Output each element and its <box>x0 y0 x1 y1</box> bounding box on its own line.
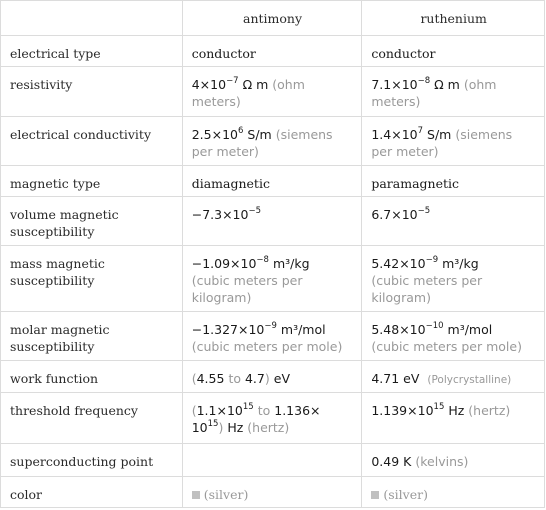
value-antimony <box>182 477 362 508</box>
value-antimony: conductor <box>182 36 362 67</box>
row-label: electrical type <box>1 36 183 67</box>
color-name: (silver) <box>203 487 249 502</box>
row-molar-magnetic-susceptibility <box>1 312 545 361</box>
unit: m³/kg <box>272 256 310 271</box>
header-antimony: antimony <box>182 1 362 36</box>
unit: S/m <box>427 127 452 142</box>
row-resistivity <box>1 67 545 117</box>
mantissa: 4 <box>191 77 200 92</box>
exponent: 7 <box>417 125 424 136</box>
exponent: −7 <box>226 75 239 86</box>
color-swatch <box>192 491 200 499</box>
unit-description: (siemens per meter) <box>191 127 333 159</box>
unit-description: (ohm meters) <box>371 77 497 109</box>
row-work-function <box>1 361 545 393</box>
row-label: electrical conductivity <box>1 117 183 166</box>
row-volume-magnetic-susceptibility <box>1 197 545 246</box>
value-ruthenium <box>362 444 545 477</box>
mantissa: 7.1 <box>371 77 392 92</box>
value-ruthenium: paramagnetic <box>362 166 545 197</box>
exponent: 6 <box>238 125 244 136</box>
range-high: 4.7 <box>244 371 265 386</box>
unit-description: (siemens per meter) <box>371 127 513 159</box>
range-separator: to <box>228 371 241 386</box>
unit: Ω m <box>242 77 269 92</box>
value-antimony: $-7.3\times 10^{-5}$ <box>182 197 362 246</box>
range-separator: to <box>257 403 271 418</box>
note: (Polycrystalline) <box>427 374 512 386</box>
range-low-exponent: 15 <box>242 401 254 412</box>
value-ruthenium: $1.4\times 10^7$ S/m (siemens per meter) <box>362 117 545 166</box>
unit-description: (cubic meters per mole) <box>191 339 343 354</box>
row-electrical-type <box>1 36 545 67</box>
value-antimony: $-1.09\times 10^{-8}$ m³/kg (cubic meters per kilogram) <box>182 246 362 312</box>
value-antimony: (4.55 to 4.7) eV <box>182 361 362 393</box>
value-antimony <box>182 444 362 477</box>
unit: m³/mol <box>447 322 493 337</box>
unit-description: (cubic meters per kilogram) <box>371 273 483 305</box>
mantissa: 2.5 <box>191 127 212 142</box>
row-label: magnetic type <box>1 166 183 197</box>
value-ruthenium <box>362 361 545 393</box>
mantissa: 5.42 <box>371 256 400 271</box>
value-ruthenium: $5.48\times 10^{-10}$ m³/mol (cubic meters per mole) <box>362 312 545 361</box>
unit-description: (cubic meters per kilogram) <box>191 273 303 305</box>
exponent: −8 <box>256 254 269 265</box>
unit: eV <box>273 371 290 386</box>
value-ruthenium <box>362 477 545 508</box>
row-superconducting-point <box>1 444 545 477</box>
row-label: volume magnetic susceptibility <box>1 197 183 246</box>
row-magnetic-type <box>1 166 545 197</box>
mantissa: 5.48 <box>371 322 400 337</box>
row-electrical-conductivity <box>1 117 545 166</box>
unit: eV <box>403 371 420 386</box>
unit: Hz <box>448 403 465 418</box>
color-name: (silver) <box>383 487 428 502</box>
value: 0.49 <box>371 454 400 469</box>
row-mass-magnetic-susceptibility <box>1 246 545 312</box>
unit-description: (cubic meters per mole) <box>371 339 522 354</box>
row-threshold-frequency <box>1 393 545 444</box>
value: 4.71 <box>371 371 400 386</box>
header-empty-cell <box>1 1 183 36</box>
mantissa: 6.7 <box>371 207 392 222</box>
value-antimony: $4\times 10^{-7}$ Ω m (ohm meters) <box>182 67 362 117</box>
mantissa: −7.3 <box>191 207 223 222</box>
row-label: threshold frequency <box>1 393 183 444</box>
mantissa: −1.327 <box>191 322 238 337</box>
mantissa: −1.09 <box>191 256 231 271</box>
exponent: −9 <box>264 320 277 331</box>
row-label: mass magnetic susceptibility <box>1 246 183 312</box>
range-low-mantissa: 1.1 <box>196 403 217 418</box>
exponent: −9 <box>425 254 439 265</box>
unit: m³/kg <box>442 256 479 271</box>
exponent: 15 <box>433 401 445 412</box>
exponent: −10 <box>425 320 444 331</box>
value-antimony: $2.5\times 10^6$ S/m (siemens per meter) <box>182 117 362 166</box>
mantissa: 1.139 <box>371 403 408 418</box>
row-label: resistivity <box>1 67 183 117</box>
exponent: −8 <box>417 75 431 86</box>
value-ruthenium: conductor <box>362 36 545 67</box>
row-label: work function <box>1 361 183 393</box>
unit-description: (kelvins) <box>415 454 469 469</box>
value-antimony: ($1.1\times 10^{15}$ to 1.136× $10^{15}$) Hz (hertz) <box>182 393 362 444</box>
header-row <box>1 1 545 36</box>
row-label: molar magnetic susceptibility <box>1 312 183 361</box>
header-ruthenium: ruthenium <box>362 1 545 36</box>
range-low: 4.55 <box>196 371 225 386</box>
unit-description: (hertz) <box>468 403 511 418</box>
unit: Hz <box>227 420 244 435</box>
unit: m³/mol <box>280 322 326 337</box>
value-ruthenium: $6.7\times 10^{-5}$ <box>362 197 545 246</box>
value-ruthenium: $7.1\times 10^{-8}$ Ω m (ohm meters) <box>362 67 545 117</box>
value-antimony: diamagnetic <box>182 166 362 197</box>
range-high-mantissa: 1.136 <box>274 403 311 418</box>
value-ruthenium: $1.139\times 10^{15}$ Hz (hertz) <box>362 393 545 444</box>
value-ruthenium: $5.42\times 10^{-9}$ m³/kg (cubic meters per kilogram) <box>362 246 545 312</box>
mantissa: 1.4 <box>371 127 392 142</box>
unit: S/m <box>247 127 272 142</box>
row-label: superconducting point <box>1 444 183 477</box>
value-antimony: $-1.327\times 10^{-9}$ m³/mol (cubic meters per mole) <box>182 312 362 361</box>
unit-description: (ohm meters) <box>191 77 305 109</box>
row-color <box>1 477 545 508</box>
row-label: color <box>1 477 183 508</box>
range-high-exponent: 15 <box>207 418 219 429</box>
unit-description: (hertz) <box>247 420 290 435</box>
exponent: −5 <box>248 205 261 216</box>
color-swatch <box>371 491 379 499</box>
unit: Ω m <box>434 77 460 92</box>
unit: K <box>403 454 412 469</box>
exponent: −5 <box>417 205 431 216</box>
